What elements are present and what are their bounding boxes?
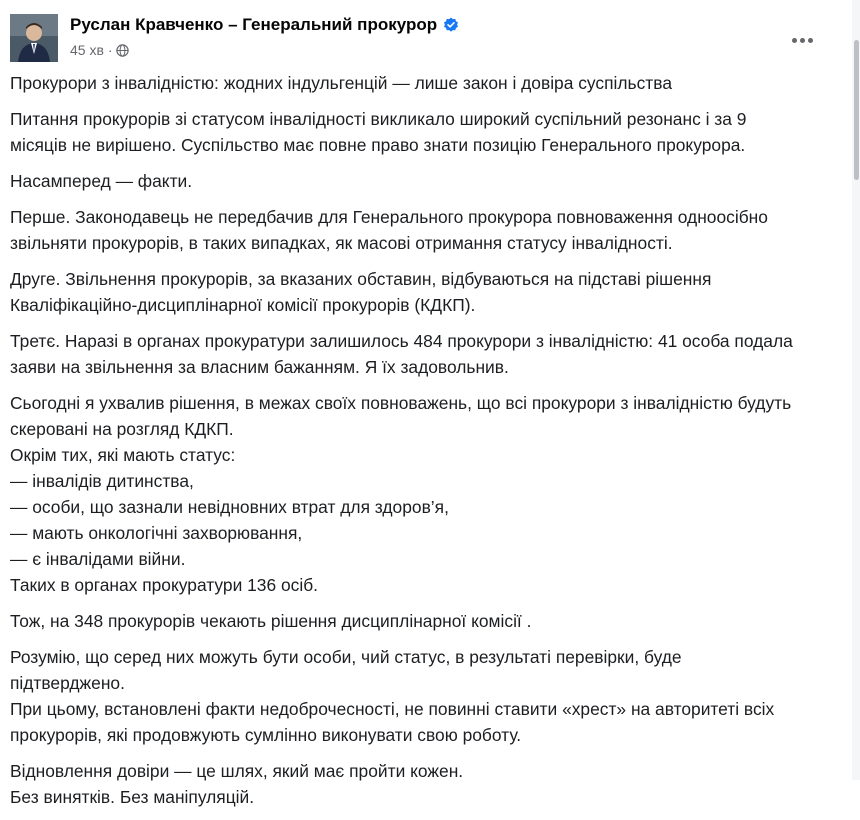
post-line: звільняти прокурорів, в таких випадках, як масові отримання статусу інвалідності. (10, 233, 673, 253)
post-meta (70, 42, 129, 58)
post-line: — особи, що зазнали невідновних втрат для здоров’я, (10, 497, 449, 517)
post-paragraph (10, 266, 852, 318)
post-line: Третє. Наразі в органах прокуратури залишилось 484 прокурори з інвалідністю: 41 особа подала (10, 331, 793, 351)
page-scrollbar[interactable] (852, 0, 860, 780)
post-line: Без винятків. Без маніпуляцій. (10, 787, 255, 807)
more-options-icon[interactable] (784, 28, 820, 52)
post-line: місяців не вирішено. Суспільство має повне право знати позицію Генерального прокурора. (10, 135, 746, 155)
post-line: Окрім тих, які мають статус: (10, 445, 236, 465)
post-line: Тож, на 348 прокурорів чекають рішення дисциплінарної комісії . (10, 611, 532, 631)
post-line: скеровані на розгляд КДКП. (10, 419, 234, 439)
post-paragraph (10, 168, 852, 194)
verified-badge-icon (443, 17, 459, 33)
post-line: Відновлення довіри — це шлях, який має пройти кожен. (10, 761, 464, 781)
author-name-link[interactable]: Руслан Кравченко – Генеральний прокурор (70, 15, 438, 34)
post-paragraph (10, 328, 852, 380)
post-paragraph (10, 106, 852, 158)
post-paragraph (10, 390, 852, 598)
avatar-portrait-icon (10, 14, 58, 62)
post-line: При цьому, встановлені факти недоброчесності, не повинні ставити «хрест» на авторитеті всіх (10, 699, 775, 719)
post-line: Насамперед — факти. (10, 171, 193, 191)
post-line: Таких в органах прокуратури 136 осіб. (10, 575, 318, 595)
post-paragraph (10, 70, 852, 96)
post-line: — інвалідів дитинства, (10, 471, 194, 491)
post-line: заяви на звільнення за власним бажанням. Я їх задовольнив. (10, 357, 509, 377)
post-paragraph (10, 608, 852, 634)
post-paragraph (10, 758, 852, 810)
post-line: підтверджено. (10, 673, 125, 693)
post-line: Питання прокурорів зі статусом інвалідності викликало широкий суспільний резонанс і за 9 (10, 109, 747, 129)
scrollbar-thumb[interactable] (854, 40, 859, 180)
post-line: Кваліфікаційно-дисциплінарної комісії прокурорів (КДКП). (10, 295, 476, 315)
post-line: Розумію, що серед них можуть бути особи, чий статус, в результаті перевірки, буде (10, 647, 682, 667)
post-text (10, 70, 852, 820)
post-line: Прокурори з інвалідністю: жодних індульгенцій — лише закон і довіра суспільства (10, 73, 672, 93)
post-line: — мають онкологічні захворювання, (10, 523, 303, 543)
author-line (70, 15, 459, 35)
author-avatar[interactable] (10, 14, 58, 62)
post-line: Перше. Законодавець не передбачив для Генерального прокурора повноваження одноосібно (10, 207, 768, 227)
globe-icon[interactable] (116, 44, 129, 57)
post-paragraph (10, 204, 852, 256)
post-line: прокурорів, які продовжують сумлінно виконувати свою роботу. (10, 725, 522, 745)
meta-separator: · (107, 42, 113, 58)
post-line: Друге. Звільнення прокурорів, за вказаних обставин, відбуваються на підставі рішення (10, 269, 712, 289)
post-timestamp-link[interactable]: 45 хв (70, 42, 104, 58)
post-line: — є інвалідами війни. (10, 549, 186, 569)
post-paragraph (10, 644, 852, 748)
post-header (10, 12, 830, 64)
post-line: Сьогодні я ухвалив рішення, в межах своїх повноважень, що всі прокурори з інвалідністю будуть (10, 393, 792, 413)
